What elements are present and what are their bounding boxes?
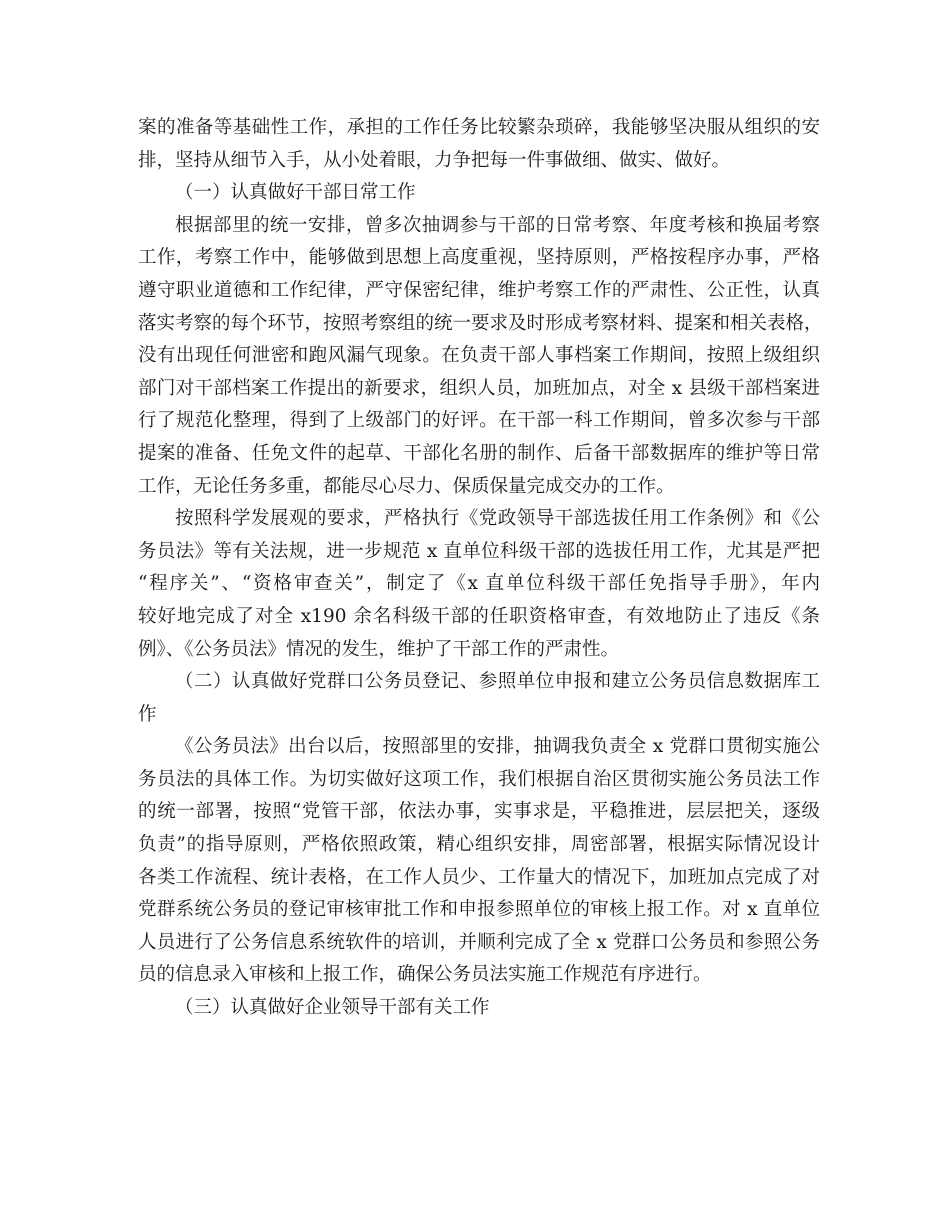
text-line: 人员进行了公务信息系统软件的培训，并顺利完成了全 x 党群口公务员和参照公务 [138,931,820,953]
text-line: 行了规范化整理，得到了上级部门的好评。在干部一科工作期间，曾多次参与干部 [138,410,820,432]
section-heading: （三）认真做好企业领导干部有关工作 [175,997,490,1019]
text-line: 《公务员法》出台以后，按照部里的安排，抽调我负责全 x 党群口贯彻实施公 [175,736,820,758]
text-line: “程序关”、“资格审查关”，制定了《x 直单位科级干部任免指导手册》，年内 [138,573,820,595]
text-line: 按照科学发展观的要求，严格执行《党政领导干部选拔任用工作条例》和《公 [175,508,820,530]
section-heading: （二）认真做好党群口公务员登记、参照单位申报和建立公务员信息数据库工 [175,671,820,693]
text-line: 员的信息录入审核和上报工作，确保公务员法实施工作规范有序进行。 [138,964,712,986]
text-line: 务员法》等有关法规，进一步规范 x 直单位科级干部的选拔任用工作，尤其是严把 [138,540,820,562]
document-body [138,112,823,1025]
text-line: 例》、《公务员法》情况的发生，维护了干部工作的严肃性。 [138,638,620,660]
text-line: 各类工作流程、统计表格，在工作人员少、工作量大的情况下，加班加点完成了对 [138,866,820,888]
text-line: 务员法的具体工作。为切实做好这项工作，我们根据自治区贯彻实施公务员法工作 [138,768,820,790]
text-line: 工作，考察工作中，能够做到思想上高度重视，坚持原则，严格按程序办事，严格 [138,247,820,269]
text-line: 的统一部署，按照“党管干部，依法办事，实事求是，平稳推进，层层把关，逐级 [138,801,820,823]
text-line: 部门对干部档案工作提出的新要求，组织人员，加班加点，对全 x 县级干部档案进 [138,377,820,399]
text-line: 作 [138,703,157,725]
section-heading: （一）认真做好干部日常工作 [175,182,416,204]
text-line: 较好地完成了对全 x190 余名科级干部的任职资格审查，有效地防止了违反《条 [138,605,820,627]
text-line: 案的准备等基础性工作，承担的工作任务比较繁杂琐碎，我能够坚决服从组织的安 [138,117,820,138]
text-line: 排，坚持从细节入手，从小处着眼，力争把每一件事做细、做实、做好。 [138,149,731,171]
text-line: 根据部里的统一安排，曾多次抽调参与干部的日常考察、年度考核和换届考察 [175,214,820,236]
text-line: 党群系统公务员的登记审核审批工作和申报参照单位的审核上报工作。对 x 直单位 [138,899,820,921]
text-line: 没有出现任何泄密和跑风漏气现象。在负责干部人事档案工作期间，按照上级组织 [138,345,820,367]
text-line: 遵守职业道德和工作纪律，严守保密纪律，维护考察工作的严肃性、公正性，认真 [138,279,820,301]
text-line: 负责”的指导原则，严格依照政策，精心组织安排，周密部署，根据实际情况设计 [138,834,820,856]
text-line: 提案的准备、任免文件的起草、干部化名册的制作、后备干部数据库的维护等日常 [138,442,820,464]
text-line: 工作，无论任务多重，都能尽心尽力、保质保量完成交办的工作。 [138,475,675,497]
text-line: 落实考察的每个环节，按照考察组的统一要求及时形成考察材料、提案和相关表格， [138,312,823,334]
